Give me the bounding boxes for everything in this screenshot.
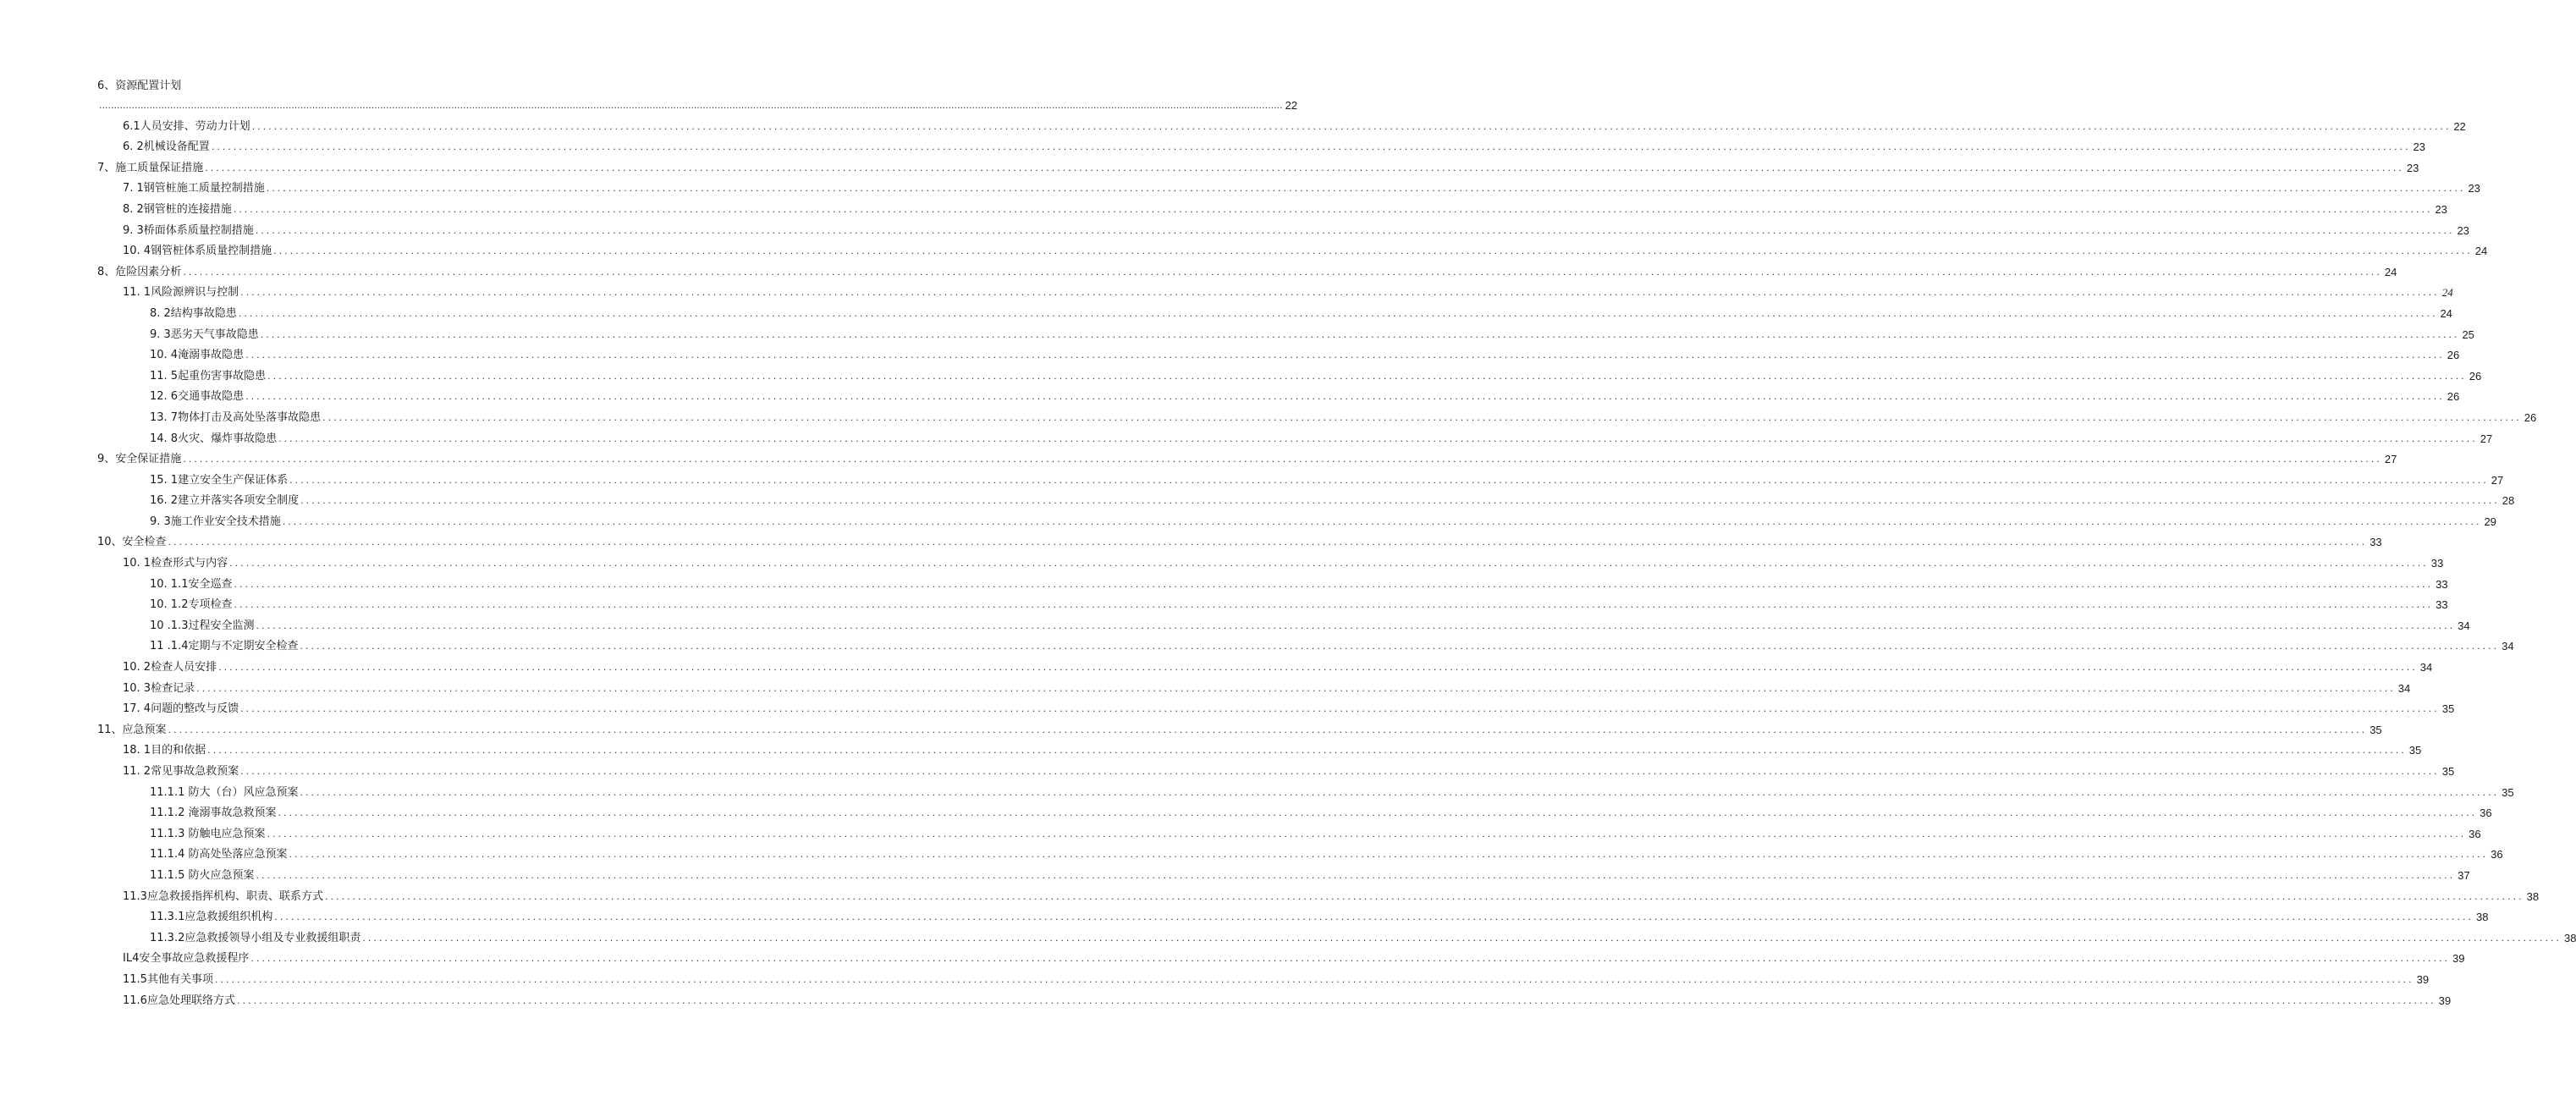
toc-entry-label: 16. 2建立并落实各项安全制度	[150, 494, 300, 508]
toc-section-title: 6、资源配置计划	[97, 80, 182, 92]
toc-entry[interactable]	[97, 800, 2492, 821]
toc-entry-label: 11、应急预案	[97, 723, 167, 736]
toc-entry-page-number: 27	[2491, 473, 2504, 487]
toc-entry[interactable]	[97, 757, 2455, 779]
toc-entry[interactable]	[97, 653, 2433, 674]
toc-entry-page-number: 24	[2474, 245, 2488, 258]
toc-dot-leader: ................................................................................................................................................................................................................................................................................................................................................................................................................	[240, 766, 2440, 777]
toc-entry[interactable]	[97, 383, 2460, 405]
toc-entry-label: 11.3.1应急救援组织机构	[150, 911, 273, 924]
toc-entry[interactable]	[97, 279, 2453, 300]
toc-entry[interactable]	[97, 674, 2411, 696]
toc-entry[interactable]	[97, 549, 2444, 570]
toc-entry-label: 8. 2结构事故隐患	[150, 306, 237, 320]
toc-dot-leader: ................................................................................................................................................................................................................................................................................................................................................................................................................	[238, 307, 2438, 319]
toc-entry-label: 8. 2钢管桩的连接措施	[123, 202, 232, 216]
toc-entry-page-number: 26	[2469, 369, 2482, 383]
toc-entry[interactable]	[97, 362, 2482, 383]
toc-entry[interactable]	[97, 841, 2503, 862]
toc-entry-page-number: 22	[1285, 99, 1298, 112]
toc-dot-leader: ................................................................................................................................................................................................................................................................................................................................................................................................................	[245, 350, 2445, 361]
toc-entry-label: 7. 1钢管桩施工质量控制措施	[123, 182, 265, 195]
toc-entry[interactable]	[97, 425, 2493, 446]
toc-dot-leader: ................................................................................................................................................................................................................................................................................................................................................................................................................	[168, 537, 2368, 548]
toc-dot-leader: ................................................................................................................................................................................................................................................................................................................................................................................................................	[289, 474, 2489, 486]
toc-entry-label: 10. 1检查形式与内容	[123, 557, 228, 570]
toc-entry[interactable]	[97, 737, 2422, 758]
toc-entry[interactable]	[97, 258, 2397, 279]
toc-entry[interactable]	[97, 404, 2537, 425]
toc-dot-leader: ................................................................................................................................................................................................................................................................................................................................................................................................................	[256, 619, 2456, 631]
toc-entry-page-number: 24	[2440, 306, 2452, 320]
toc-entry-page-number: 34	[2458, 619, 2470, 632]
toc-entry-label: 9. 3桥面体系质量控制措施	[123, 223, 254, 237]
toc-dot-leader: ................................................................................................................................................................................................................................................................................................................................................................................................................	[282, 515, 2482, 527]
toc-dot-leader: ................................................................................................................................................................................................................................................................................................................................................................................................................	[267, 828, 2467, 840]
toc-entry[interactable]	[97, 529, 2382, 550]
toc-entry-label: 11.1.4 防高处坠落应急预案	[150, 848, 288, 862]
toc-dot-leader: ................................................................................................................................................................................................................................................................................................................................................................................................................	[234, 599, 2434, 611]
toc-entry-label: 11.6应急处理联络方式	[123, 994, 235, 1007]
toc-entry-label: 11. 5起重伤害事故隐患	[150, 369, 267, 383]
toc-entry-page-number: 38	[2476, 911, 2489, 924]
toc-entry-page-number: 33	[2436, 598, 2448, 612]
toc-entry[interactable]	[97, 592, 2448, 613]
toc-entry-label: 11.3应急救援指挥机构、职责、联系方式	[123, 889, 323, 903]
toc-entry-page-number: 36	[2480, 806, 2492, 820]
toc-entry-page-number: 33	[2436, 577, 2448, 591]
toc-dot-leader: ................................................................................................................................................................................................................................................................................................................................................................................................................	[250, 953, 2450, 965]
toc-dot-leader: ................................................................................................................................................................................................................................................................................................................................................................................................................	[99, 100, 1283, 111]
toc-dot-leader: ................................................................................................................................................................................................................................................................................................................................................................................................................	[234, 578, 2434, 590]
toc-entry-page-number: 24	[2441, 286, 2453, 300]
toc-dot-leader: ................................................................................................................................................................................................................................................................................................................................................................................................................	[300, 786, 2500, 798]
toc-entry-label: 18. 1目的和依据	[123, 744, 206, 757]
toc-entry[interactable]	[97, 113, 2466, 134]
toc-entry-page-number: 35	[2441, 702, 2455, 716]
toc-dot-leader: ................................................................................................................................................................................................................................................................................................................................................................................................................	[324, 890, 2524, 902]
toc-dot-leader: ................................................................................................................................................................................................................................................................................................................................................................................................................	[322, 411, 2522, 423]
toc-entry[interactable]	[97, 508, 2496, 529]
toc-entry-label: 10. 4淹溺事故隐患	[150, 349, 245, 362]
toc-entry-label: 9. 3施工作业安全技术措施	[150, 515, 281, 528]
toc-entry-label: 10. 3检查记录	[123, 681, 195, 695]
toc-entry[interactable]	[97, 987, 2452, 1008]
toc-entry-page-number: 24	[2384, 265, 2397, 278]
toc-entry-label: 10. 4钢管桩体系质量控制措施	[123, 245, 272, 258]
toc-entry[interactable]	[97, 862, 2470, 883]
toc-entry[interactable]	[97, 570, 2448, 592]
toc-entry[interactable]	[97, 966, 2430, 987]
toc-entry-page-number: 34	[2419, 661, 2433, 674]
toc-entry-page-number: 34	[2502, 640, 2514, 653]
table-of-contents	[97, 77, 2576, 1008]
toc-entry-page-number: 37	[2458, 868, 2470, 882]
toc-entry-page-number: 35	[2441, 765, 2455, 778]
toc-entry[interactable]	[97, 446, 2397, 467]
toc-entry[interactable]	[97, 238, 2488, 259]
toc-entry[interactable]	[97, 633, 2514, 654]
toc-entry[interactable]	[97, 945, 2465, 966]
toc-dot-leader: ................................................................................................................................................................................................................................................................................................................................................................................................................	[289, 849, 2489, 861]
toc-entry-page-number: 34	[2397, 681, 2411, 695]
toc-entry-page-number: 35	[2370, 723, 2382, 736]
toc-entry-page-number: 23	[2413, 140, 2425, 154]
toc-dot-leader: ................................................................................................................................................................................................................................................................................................................................................................................................................	[233, 203, 2433, 215]
toc-entry[interactable]	[97, 175, 2480, 196]
toc-dot-leader: ................................................................................................................................................................................................................................................................................................................................................................................................................	[274, 911, 2474, 923]
toc-dot-leader: ................................................................................................................................................................................................................................................................................................................................................................................................................	[273, 245, 2473, 257]
toc-entry[interactable]	[97, 300, 2452, 321]
toc-entry-label: 11.5其他有关事项	[123, 972, 213, 986]
toc-dot-leader: ................................................................................................................................................................................................................................................................................................................................................................................................................	[207, 745, 2407, 757]
toc-entry-label: 11.1.1 防大（台）风应急预案	[150, 785, 299, 799]
toc-entry-label: 11. 1风险源辨识与控制	[123, 286, 239, 300]
toc-entry-page-number: 26	[2447, 349, 2460, 362]
toc-dot-leader: ................................................................................................................................................................................................................................................................................................................................................................................................................	[278, 432, 2478, 444]
toc-dot-leader: ................................................................................................................................................................................................................................................................................................................................................................................................................	[266, 183, 2466, 195]
toc-entry-page-number: 23	[2435, 202, 2447, 216]
toc-dot-leader: ................................................................................................................................................................................................................................................................................................................................................................................................................	[251, 120, 2452, 132]
toc-entry-label: 12. 6交通事故隐患	[150, 390, 245, 404]
toc-entry-label: IL4安全事故应急救援程序	[123, 952, 250, 966]
toc-dot-leader: ................................................................................................................................................................................................................................................................................................................................................................................................................	[278, 807, 2478, 819]
toc-dot-leader: ................................................................................................................................................................................................................................................................................................................................................................................................................	[236, 994, 2436, 1006]
toc-dot-leader: ................................................................................................................................................................................................................................................................................................................................................................................................................	[229, 558, 2429, 570]
toc-entry[interactable]	[97, 924, 2576, 945]
toc-entry-page-number: 39	[2452, 952, 2465, 966]
toc-entry[interactable]	[97, 466, 2504, 487]
toc-entry[interactable]	[97, 883, 2540, 904]
toc-entry[interactable]	[97, 96, 1298, 113]
toc-entry-label: 10. 1.2专项检查	[150, 598, 233, 612]
toc-dot-leader: ................................................................................................................................................................................................................................................................................................................................................................................................................	[362, 932, 2562, 944]
toc-entry[interactable]	[97, 779, 2514, 800]
toc-entry-page-number: 36	[2469, 827, 2481, 840]
toc-dot-leader: ................................................................................................................................................................................................................................................................................................................................................................................................................	[218, 662, 2418, 674]
toc-entry-page-number: 27	[2480, 432, 2493, 445]
toc-entry-label: 15. 1建立安全生产保证体系	[150, 473, 289, 487]
toc-entry-label: 11.1.5 防火应急预案	[150, 868, 255, 882]
toc-entry-label: 6. 2机械设备配置	[123, 140, 210, 154]
toc-entry-label: 11.3.2应急救援领导小组及专业救援组职责	[150, 931, 361, 944]
toc-rows	[97, 96, 2576, 1008]
toc-entry-label: 11.1.3 防触电应急预案	[150, 827, 266, 840]
toc-entry[interactable]	[97, 195, 2447, 217]
toc-dot-leader: ................................................................................................................................................................................................................................................................................................................................................................................................................	[300, 641, 2500, 652]
toc-entry-label: 9. 3恶劣天气事故隐患	[150, 328, 259, 341]
toc-dot-leader: ................................................................................................................................................................................................................................................................................................................................................................................................................	[300, 495, 2500, 507]
toc-entry-label: 6.1人员安排、劳动力计划	[123, 119, 250, 133]
toc-entry-page-number: 26	[2447, 390, 2460, 404]
toc-entry-page-number: 27	[2384, 453, 2397, 466]
toc-entry-label: 8、危险因素分析	[97, 265, 182, 278]
toc-entry[interactable]	[97, 904, 2489, 925]
toc-dot-leader: ................................................................................................................................................................................................................................................................................................................................................................................................................	[211, 141, 2411, 153]
toc-dot-leader: ................................................................................................................................................................................................................................................................................................................................................................................................................	[256, 869, 2456, 881]
toc-entry-page-number: 39	[2416, 972, 2430, 986]
toc-entry-label: 14. 8火灾、爆炸事故隐患	[150, 432, 278, 445]
toc-dot-leader: ................................................................................................................................................................................................................................................................................................................................................................................................................	[183, 454, 2382, 465]
toc-entry-page-number: 33	[2430, 557, 2444, 570]
toc-entry-page-number: 38	[2526, 889, 2540, 903]
toc-entry-page-number: 35	[2408, 744, 2422, 757]
toc-entry-page-number: 29	[2484, 515, 2496, 528]
toc-entry[interactable]	[97, 612, 2470, 633]
toc-dot-leader: ................................................................................................................................................................................................................................................................................................................................................................................................................	[260, 328, 2460, 340]
toc-entry[interactable]	[97, 217, 2469, 238]
toc-dot-leader: ................................................................................................................................................................................................................................................................................................................................................................................................................	[168, 724, 2368, 735]
toc-dot-leader: ................................................................................................................................................................................................................................................................................................................................................................................................................	[205, 162, 2404, 173]
toc-entry-page-number: 23	[2406, 161, 2419, 174]
toc-entry-label: 10 .1.3过程安全监测	[150, 619, 255, 632]
toc-dot-leader: ................................................................................................................................................................................................................................................................................................................................................................................................................	[183, 266, 2382, 278]
toc-dot-leader: ................................................................................................................................................................................................................................................................................................................................................................................................................	[255, 224, 2455, 236]
toc-entry[interactable]	[97, 487, 2515, 509]
toc-dot-leader: ................................................................................................................................................................................................................................................................................................................................................................................................................	[245, 391, 2445, 403]
toc-dot-leader: ................................................................................................................................................................................................................................................................................................................................................................................................................	[214, 973, 2414, 985]
toc-entry-label: 10、安全检查	[97, 536, 167, 549]
toc-entry-label: 9、安全保证措施	[97, 453, 182, 466]
toc-entry-page-number: 35	[2502, 785, 2514, 799]
toc-entry[interactable]	[97, 696, 2455, 717]
toc-entry-page-number: 38	[2564, 931, 2576, 944]
toc-entry-label: 10. 2检查人员安排	[123, 661, 217, 674]
toc-entry[interactable]	[97, 321, 2474, 342]
toc-entry[interactable]	[97, 154, 2419, 175]
toc-entry-page-number: 23	[2468, 182, 2480, 195]
toc-dot-leader: ................................................................................................................................................................................................................................................................................................................................................................................................................	[240, 703, 2440, 715]
toc-entry[interactable]	[97, 342, 2460, 363]
toc-entry-page-number: 22	[2453, 119, 2466, 133]
toc-dot-leader: ................................................................................................................................................................................................................................................................................................................................................................................................................	[196, 682, 2396, 694]
toc-entry-page-number: 28	[2502, 494, 2515, 508]
toc-dot-leader: ................................................................................................................................................................................................................................................................................................................................................................................................................	[240, 287, 2440, 299]
toc-entry-page-number: 26	[2524, 410, 2537, 424]
toc-entry-label: 17. 4问题的整改与反馈	[123, 702, 239, 716]
toc-entry-label: 13. 7物体打击及高处坠落事故隐患	[150, 410, 322, 424]
toc-entry-label: 11 .1.4定期与不定期安全检查	[150, 640, 299, 653]
toc-entry-page-number: 33	[2370, 536, 2382, 549]
toc-entry[interactable]	[97, 716, 2382, 737]
toc-entry[interactable]	[97, 134, 2425, 155]
toc-dot-leader: ................................................................................................................................................................................................................................................................................................................................................................................................................	[267, 370, 2467, 382]
toc-entry-label: 11. 2常见事故急救预案	[123, 765, 239, 778]
toc-entry-page-number: 39	[2438, 994, 2452, 1007]
toc-entry-label: 10. 1.1安全巡查	[150, 577, 233, 591]
toc-entry-label: 7、施工质量保证措施	[97, 161, 204, 174]
toc-entry[interactable]	[97, 820, 2481, 841]
toc-entry-page-number: 36	[2491, 848, 2503, 862]
toc-entry-label: 11.1.2 淹溺事故急救预案	[150, 806, 277, 820]
toc-entry-page-number: 25	[2462, 328, 2474, 341]
toc-entry-page-number: 23	[2457, 223, 2469, 237]
